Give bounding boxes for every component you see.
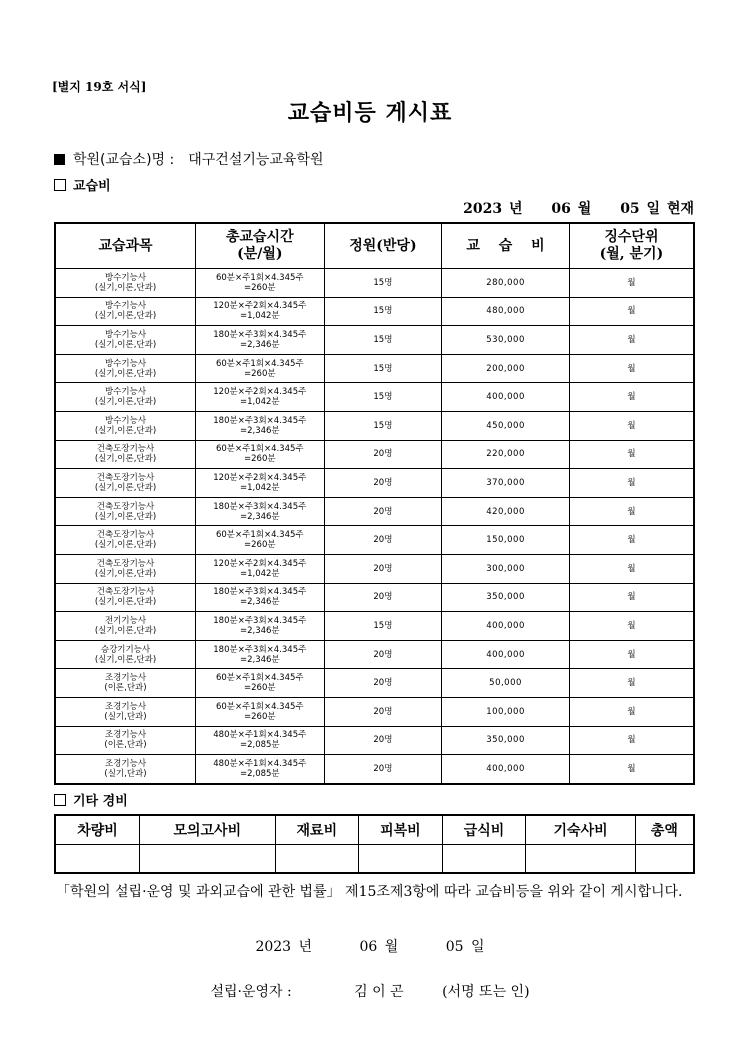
table-row — [55, 411, 694, 440]
other-value-cell — [275, 845, 359, 874]
cell-course: 조경기능사 (실기,단과) — [55, 755, 196, 784]
cell-unit: 월 — [569, 497, 694, 526]
cell-fee: 200,000 — [442, 354, 570, 383]
cell-hours: 120분×주2회×4.345주 =1,042분 — [196, 469, 325, 498]
cell-unit: 월 — [569, 269, 694, 298]
cell-capacity: 20명 — [324, 440, 442, 469]
table-row — [55, 554, 694, 583]
cell-unit: 월 — [569, 354, 694, 383]
cell-capacity: 15명 — [324, 326, 442, 355]
cell-capacity: 20명 — [324, 755, 442, 784]
cell-hours: 180분×주3회×4.345주 =2,346분 — [196, 640, 325, 669]
other-value-cell — [140, 845, 275, 874]
cell-fee: 300,000 — [442, 554, 570, 583]
checkbox-icon — [54, 179, 66, 191]
fee-table — [54, 222, 695, 785]
sign-year: 2023 년 — [255, 939, 313, 955]
cell-unit: 월 — [569, 411, 694, 440]
cell-fee: 350,000 — [442, 726, 570, 755]
cell-hours: 180분×주3회×4.345주 =2,346분 — [196, 411, 325, 440]
section-other-label: 기타 경비 — [73, 794, 128, 809]
cell-fee: 400,000 — [442, 383, 570, 412]
page-title: 교습비등 게시표 — [287, 100, 453, 126]
as-of-year: 2023 년 — [463, 201, 523, 217]
cell-course: 건축도장기능사 (실기,이론,단과) — [55, 554, 196, 583]
cell-capacity: 15명 — [324, 297, 442, 326]
table-row — [55, 383, 694, 412]
cell-fee: 150,000 — [442, 526, 570, 555]
cell-unit: 월 — [569, 554, 694, 583]
cell-capacity: 20명 — [324, 697, 442, 726]
cell-capacity: 15명 — [324, 411, 442, 440]
cell-hours: 480분×주1회×4.345주 =2,085분 — [196, 726, 325, 755]
cell-unit: 월 — [569, 469, 694, 498]
cell-capacity: 15명 — [324, 354, 442, 383]
cell-course: 방수기능사 (실기,이론,단과) — [55, 326, 196, 355]
cell-fee: 350,000 — [442, 583, 570, 612]
cell-capacity: 20명 — [324, 583, 442, 612]
cell-course: 건축도장기능사 (실기,이론,단과) — [55, 526, 196, 555]
other-value-cell — [55, 845, 140, 874]
header-hours: 총교습시간 (분/월) — [196, 223, 325, 269]
cell-fee: 370,000 — [442, 469, 570, 498]
table-row — [55, 640, 694, 669]
cell-course: 승강기기능사 (실기,이론,단과) — [55, 640, 196, 669]
cell-capacity: 15명 — [324, 269, 442, 298]
table-row — [55, 755, 694, 784]
cell-hours: 180분×주3회×4.345주 =2,346분 — [196, 612, 325, 641]
cell-unit: 월 — [569, 383, 694, 412]
cell-course: 방수기능사 (실기,이론,단과) — [55, 269, 196, 298]
table-row — [55, 669, 694, 698]
cell-course: 방수기능사 (실기,이론,단과) — [55, 297, 196, 326]
signer-note: (서명 또는 인) — [442, 984, 530, 1000]
table-row — [55, 469, 694, 498]
cell-fee: 420,000 — [442, 497, 570, 526]
table-row — [55, 440, 694, 469]
table-row — [55, 526, 694, 555]
table-row — [55, 326, 694, 355]
table-row — [55, 297, 694, 326]
cell-hours: 180분×주3회×4.345주 =2,346분 — [196, 326, 325, 355]
cell-unit: 월 — [569, 297, 694, 326]
cell-capacity: 15명 — [324, 612, 442, 641]
other-expenses-values — [55, 845, 694, 874]
other-value-cell — [526, 845, 636, 874]
cell-hours: 480분×주1회×4.345주 =2,085분 — [196, 755, 325, 784]
table-row — [55, 612, 694, 641]
cell-fee: 480,000 — [442, 297, 570, 326]
as-of-day: 05 일 현재 — [620, 201, 694, 217]
cell-unit: 월 — [569, 640, 694, 669]
cell-fee: 400,000 — [442, 612, 570, 641]
cell-fee: 530,000 — [442, 326, 570, 355]
cell-capacity: 20명 — [324, 469, 442, 498]
cell-hours: 60분×주1회×4.345주 =260분 — [196, 669, 325, 698]
cell-hours: 120분×주2회×4.345주 =1,042분 — [196, 297, 325, 326]
cell-fee: 400,000 — [442, 640, 570, 669]
cell-course: 방수기능사 (실기,이론,단과) — [55, 411, 196, 440]
section-fee-label: 교습비 — [73, 179, 111, 194]
notice-text: 「학원의 설립·운영 및 과외교습에 관한 법률」 제15조제3항에 따라 교습비등을 위와 같이 게시합니다. — [56, 884, 683, 900]
cell-unit: 월 — [569, 612, 694, 641]
filled-square-icon — [54, 154, 65, 165]
other-expenses-header — [55, 815, 694, 845]
cell-fee: 450,000 — [442, 411, 570, 440]
cell-course: 조경기능사 (실기,단과) — [55, 697, 196, 726]
table-row — [55, 583, 694, 612]
cell-capacity: 20명 — [324, 526, 442, 555]
cell-hours: 180분×주3회×4.345주 =2,346분 — [196, 497, 325, 526]
other-header-cell: 기숙사비 — [526, 815, 636, 845]
cell-capacity: 20명 — [324, 640, 442, 669]
header-capacity: 정원(반당) — [324, 223, 442, 269]
cell-capacity: 20명 — [324, 669, 442, 698]
cell-unit: 월 — [569, 755, 694, 784]
cell-course: 건축도장기능사 (실기,이론,단과) — [55, 440, 196, 469]
cell-capacity: 20명 — [324, 497, 442, 526]
cell-unit: 월 — [569, 697, 694, 726]
cell-course: 조경기능사 (이론,단과) — [55, 726, 196, 755]
form-number: [별지 19호 서식] — [52, 80, 147, 94]
table-row — [55, 354, 694, 383]
academy-label: 학원(교습소)명 : — [73, 152, 175, 168]
header-unit: 징수단위 (월, 분기) — [569, 223, 694, 269]
section-fee — [54, 175, 111, 194]
cell-fee: 100,000 — [442, 697, 570, 726]
other-value-cell — [635, 845, 694, 874]
cell-fee: 220,000 — [442, 440, 570, 469]
sign-date — [0, 936, 740, 956]
other-value-cell — [442, 845, 526, 874]
header-course: 교습과목 — [55, 223, 196, 269]
cell-capacity: 20명 — [324, 726, 442, 755]
cell-hours: 60분×주1회×4.345주 =260분 — [196, 526, 325, 555]
checkbox-icon — [54, 794, 66, 806]
other-value-cell — [359, 845, 443, 874]
cell-course: 방수기능사 (실기,이론,단과) — [55, 354, 196, 383]
other-header-cell: 급식비 — [442, 815, 526, 845]
fee-table-header — [55, 223, 694, 269]
cell-hours: 60분×주1회×4.345주 =260분 — [196, 354, 325, 383]
cell-fee: 400,000 — [442, 755, 570, 784]
other-header-cell: 총액 — [635, 815, 694, 845]
sign-day: 05 일 — [445, 939, 485, 955]
cell-hours: 120분×주2회×4.345주 =1,042분 — [196, 554, 325, 583]
signer-name: 김 이 곤 — [354, 984, 404, 1000]
cell-course: 전기기능사 (실기,이론,단과) — [55, 612, 196, 641]
sign-month: 06 월 — [359, 939, 399, 955]
table-row — [55, 726, 694, 755]
cell-unit: 월 — [569, 526, 694, 555]
cell-hours: 60분×주1회×4.345주 =260분 — [196, 440, 325, 469]
academy-name: 대구건설기능교육학원 — [188, 152, 324, 168]
cell-course: 건축도장기능사 (실기,이론,단과) — [55, 583, 196, 612]
other-header-cell: 피복비 — [359, 815, 443, 845]
other-header-cell: 모의고사비 — [140, 815, 275, 845]
header-fee: 교 습 비 — [442, 223, 570, 269]
table-row — [55, 269, 694, 298]
table-row — [55, 697, 694, 726]
cell-unit: 월 — [569, 583, 694, 612]
table-row — [55, 497, 694, 526]
cell-capacity: 20명 — [324, 554, 442, 583]
other-expenses-table — [54, 814, 695, 874]
cell-course: 방수기능사 (실기,이론,단과) — [55, 383, 196, 412]
other-header-cell: 재료비 — [275, 815, 359, 845]
academy-line — [54, 149, 324, 169]
as-of-month: 06 월 — [551, 201, 592, 217]
cell-unit: 월 — [569, 326, 694, 355]
cell-unit: 월 — [569, 440, 694, 469]
cell-course: 건축도장기능사 (실기,이론,단과) — [55, 497, 196, 526]
signer-line — [0, 981, 740, 1001]
cell-hours: 60분×주1회×4.345주 =260분 — [196, 697, 325, 726]
cell-capacity: 15명 — [324, 383, 442, 412]
cell-hours: 120분×주2회×4.345주 =1,042분 — [196, 383, 325, 412]
cell-fee: 280,000 — [442, 269, 570, 298]
cell-fee: 50,000 — [442, 669, 570, 698]
cell-hours: 180분×주3회×4.345주 =2,346분 — [196, 583, 325, 612]
cell-unit: 월 — [569, 669, 694, 698]
cell-course: 조경기능사 (이론,단과) — [55, 669, 196, 698]
cell-unit: 월 — [569, 726, 694, 755]
as-of-date — [455, 198, 694, 218]
cell-hours: 60분×주1회×4.345주 =260분 — [196, 269, 325, 298]
signer-label: 설립·운영자 : — [210, 984, 292, 1000]
cell-course: 건축도장기능사 (실기,이론,단과) — [55, 469, 196, 498]
other-header-cell: 차량비 — [55, 815, 140, 845]
section-other — [54, 790, 128, 809]
